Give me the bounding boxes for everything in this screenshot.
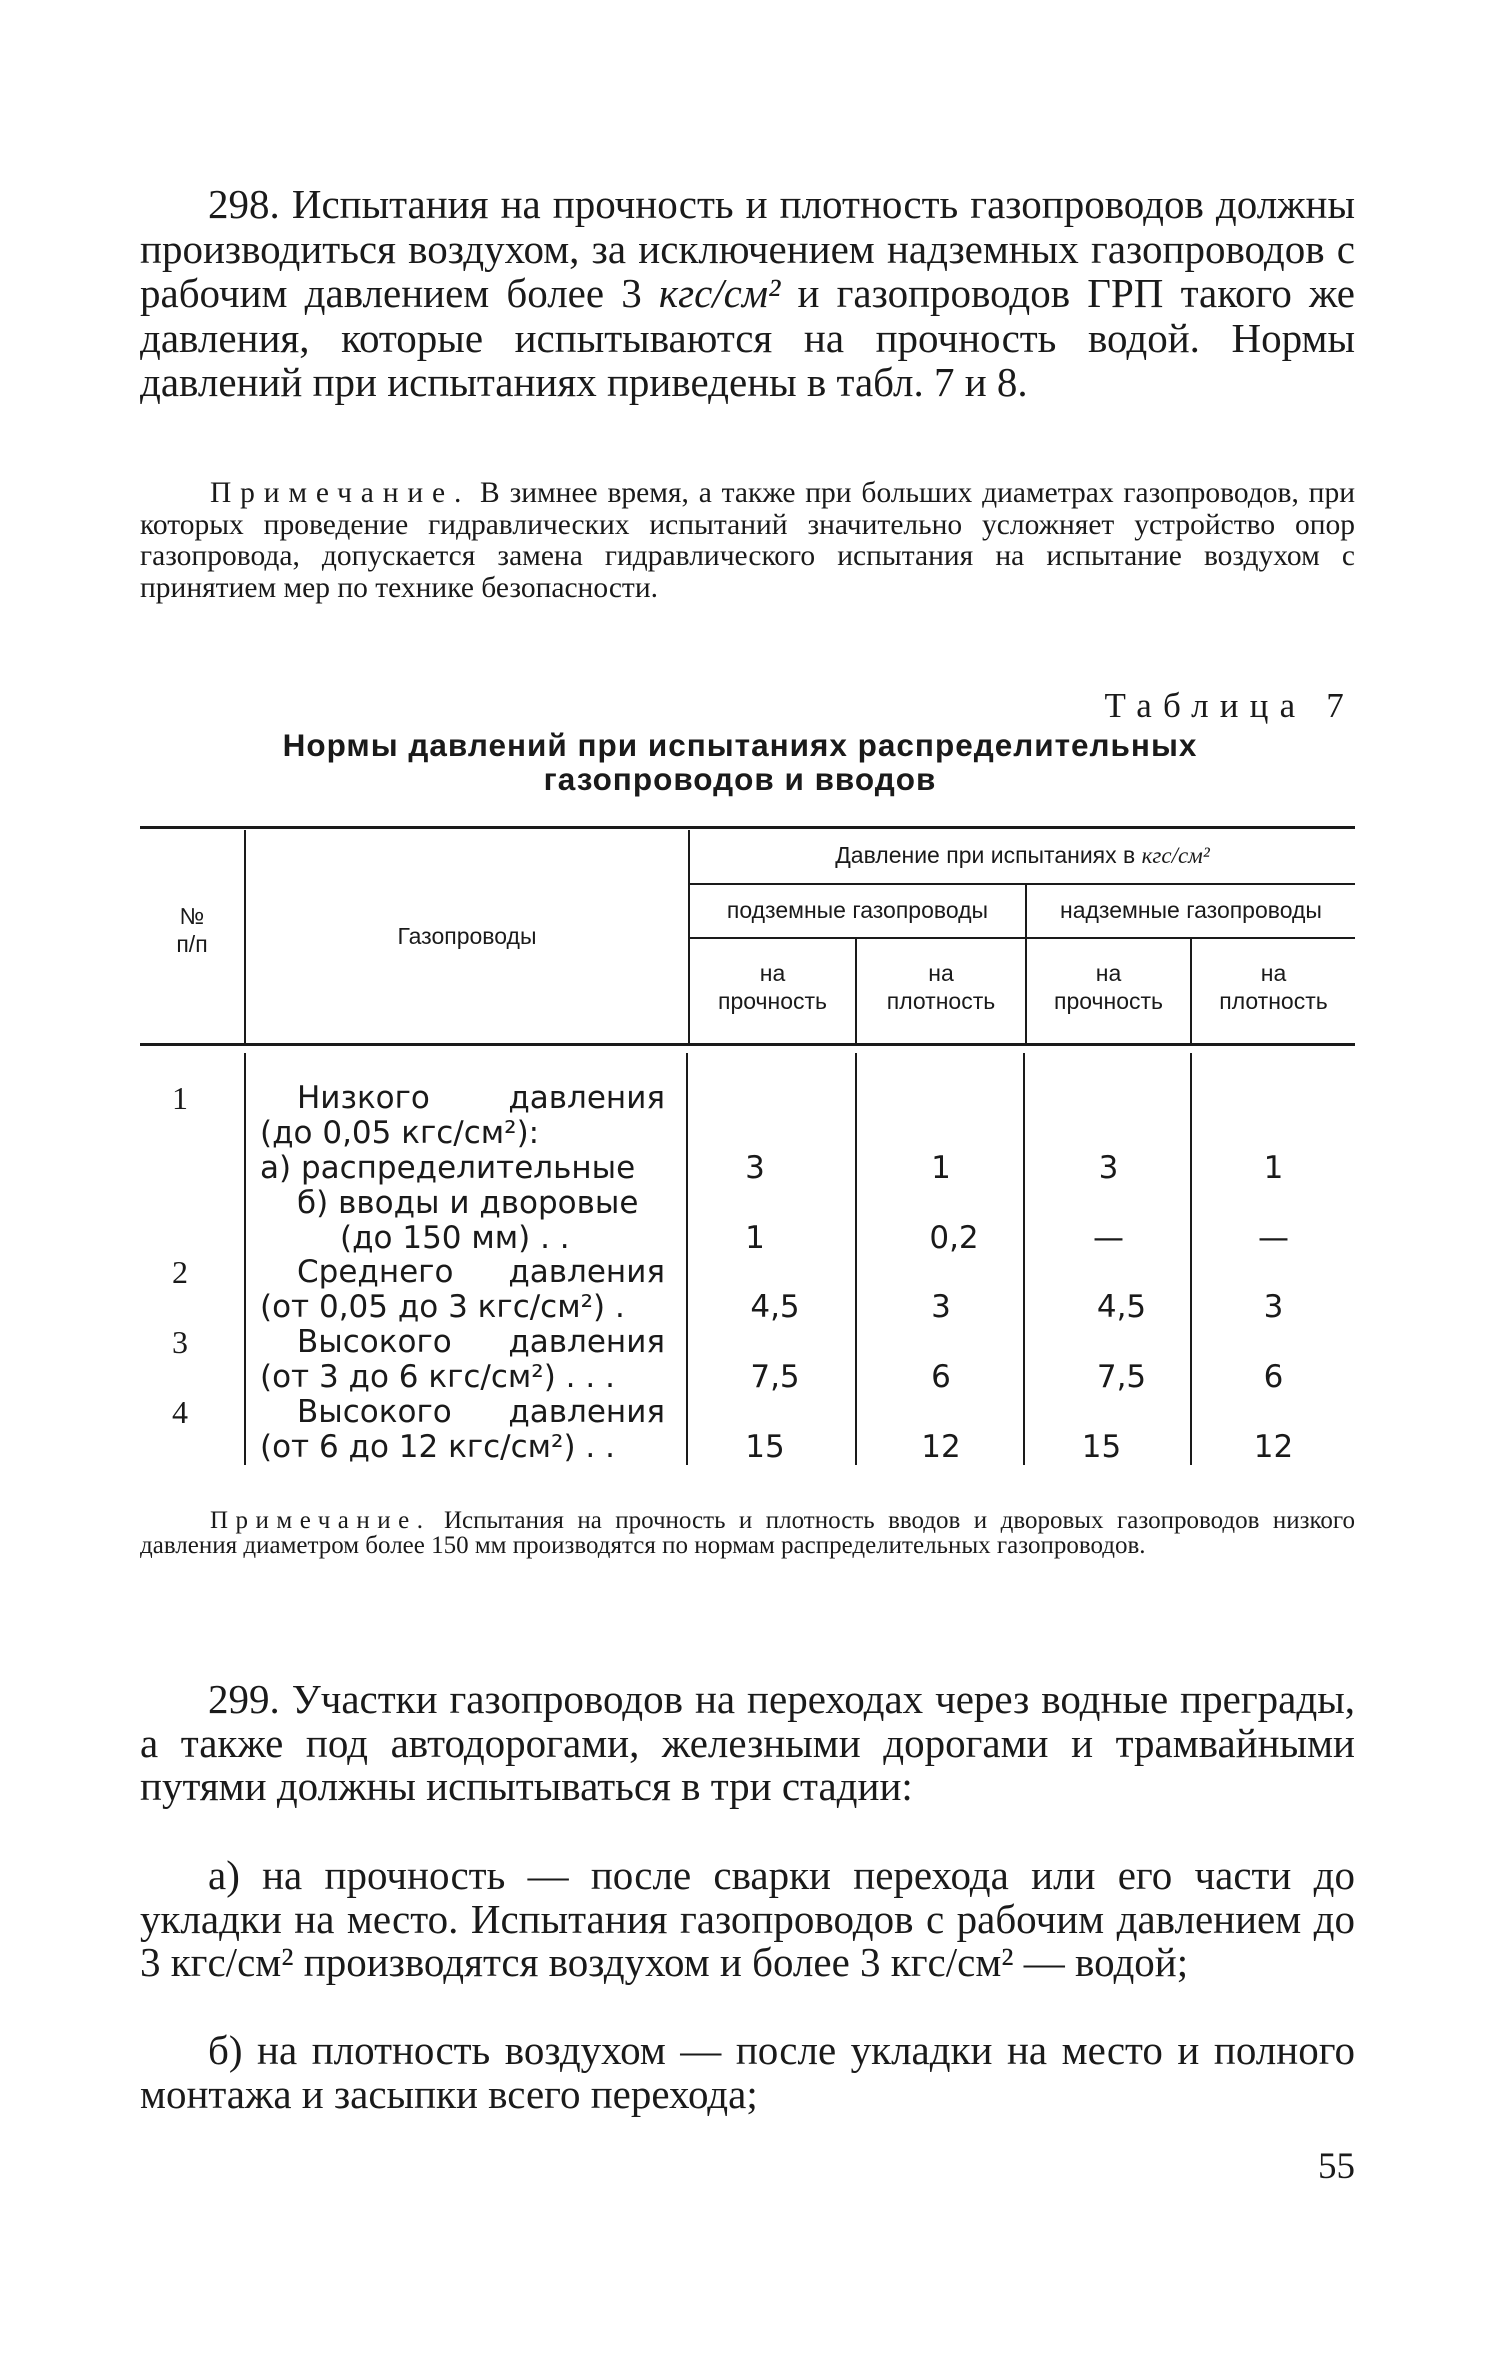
cell-value: 7,5 xyxy=(750,1359,800,1395)
row-subtitle: (от 6 до 12 кгс/см²) . . xyxy=(260,1429,615,1465)
row-title: Высокого давления xyxy=(297,1394,665,1430)
cell-value: 7,5 xyxy=(1096,1359,1147,1395)
paragraph-299-b: б) на плотность воздухом — после укладки на место и полного монтажа и засыпки всего перехода; xyxy=(140,2027,1355,2117)
body-divider-values xyxy=(686,1053,688,1465)
table-title: Нормы давлений при испытаниях распределительных газопроводов и вводов xyxy=(282,727,1198,797)
header-above-density: на плотность xyxy=(1219,960,1328,1014)
row-subtitle: (до 150 мм) . . xyxy=(340,1220,570,1256)
cell-value: 3 xyxy=(931,1289,951,1325)
paragraph-299-a: а) на прочность — после сварки перехода или его части до укладки на место. Испытания газопроводов с рабочим давлением до 3 кгс/см² производятся воздухом и более 3 кгс/см² — водой; xyxy=(140,1852,1355,1985)
cell-value: 15 xyxy=(745,1429,785,1465)
header-aboveground: надземные газопроводы xyxy=(1060,897,1322,923)
row-number: 4 xyxy=(172,1394,188,1430)
cell-value: 4,5 xyxy=(1096,1289,1147,1325)
header-above-strength: на прочность xyxy=(1053,960,1164,1014)
note-label: Примечание. xyxy=(210,1507,431,1534)
row-number: 3 xyxy=(172,1324,188,1360)
row-label: а) распределительные xyxy=(260,1150,636,1186)
row-subtitle: (до 0,05 кгс/см²): xyxy=(260,1115,540,1151)
header-under-density: на плотность xyxy=(886,960,996,1014)
note-label: Примечание. xyxy=(210,477,471,509)
cell-value: 1 xyxy=(931,1150,951,1186)
cell-value: 0,2 xyxy=(929,1220,979,1256)
row-title: Среднего давления xyxy=(297,1254,665,1290)
row-title: Низкого давления xyxy=(297,1080,665,1116)
note-paragraph: Примечание. В зимнее время, а также при больших диаметрах газопроводов, при которых проведение гидравлических испытаний значительно усложняет устройство опор газопровода, допускается замена гидравлического испытания на испытание воздухом с принятием мер по технике безопасности. xyxy=(140,477,1355,604)
header-pipes: Газопроводы xyxy=(397,923,537,949)
page-number: 55 xyxy=(1318,2146,1355,2187)
row-subtitle: (от 0,05 до 3 кгс/см²) . xyxy=(260,1289,625,1325)
body-divider-pipes xyxy=(244,1053,246,1465)
row-number: 2 xyxy=(172,1254,188,1290)
body-divider-1 xyxy=(855,1053,857,1465)
table-top-rule xyxy=(140,826,1355,829)
row-number: 1 xyxy=(172,1080,188,1116)
cell-value: 3 xyxy=(1098,1150,1119,1186)
header-pressure: Давление при испытаниях в кгс/см² xyxy=(835,842,1210,868)
row-label: б) вводы и дворовые xyxy=(297,1185,639,1221)
cell-value: 3 xyxy=(1263,1289,1284,1325)
header-under-strength: на прочность xyxy=(717,960,828,1014)
cell-value: 12 xyxy=(921,1429,961,1465)
paragraph-298: 298. Испытания на прочность и плотность газопроводов должны производиться воздухом, за исключением надземных газопроводов с рабочим давлением более 3 кгс/см² и газопроводов ГРП такого же давления, которые испытываются на прочность водой. Нормы давлений при испытаниях приведены в табл. 7 и 8. xyxy=(140,181,1355,405)
cell-value: 3 xyxy=(745,1150,765,1186)
table-number: Таблица 7 xyxy=(1104,686,1355,725)
cell-value: — xyxy=(1093,1220,1124,1256)
cell-value: 4,5 xyxy=(750,1289,800,1325)
cell-value: 1 xyxy=(745,1220,765,1256)
cell-value: 6 xyxy=(1263,1359,1284,1395)
paragraph-299: 299. Участки газопроводов на переходах через водные преграды, а также под автодорогами, железными дорогами и трамвайными путями должны испытываться в три стадии: xyxy=(140,1676,1355,1809)
row-subtitle: (от 3 до 6 кгс/см²) . . . xyxy=(260,1359,615,1395)
cell-value: 1 xyxy=(1263,1150,1284,1186)
header-rule-pressure xyxy=(690,883,1355,885)
unit: кгс/см² xyxy=(658,270,781,316)
cell-value: 12 xyxy=(1253,1429,1294,1465)
table-header-bottom-rule xyxy=(140,1043,1355,1046)
header-rule-subgroups xyxy=(690,937,1355,939)
header-number: № п/п xyxy=(176,903,208,957)
row-title: Высокого давления xyxy=(297,1324,665,1360)
cell-value: 15 xyxy=(1081,1429,1122,1465)
cell-value: — xyxy=(1258,1220,1289,1256)
table-note: Примечание. Испытания на прочность и плотность вводов и дворовых газопроводов низкого давления диаметром более 150 мм производятся по нормам распределительных газопроводов. xyxy=(140,1507,1355,1559)
body-divider-2 xyxy=(1023,1053,1025,1465)
body-divider-3 xyxy=(1190,1053,1192,1465)
cell-value: 6 xyxy=(931,1359,951,1395)
header-underground: подземные газопроводы xyxy=(726,897,989,923)
